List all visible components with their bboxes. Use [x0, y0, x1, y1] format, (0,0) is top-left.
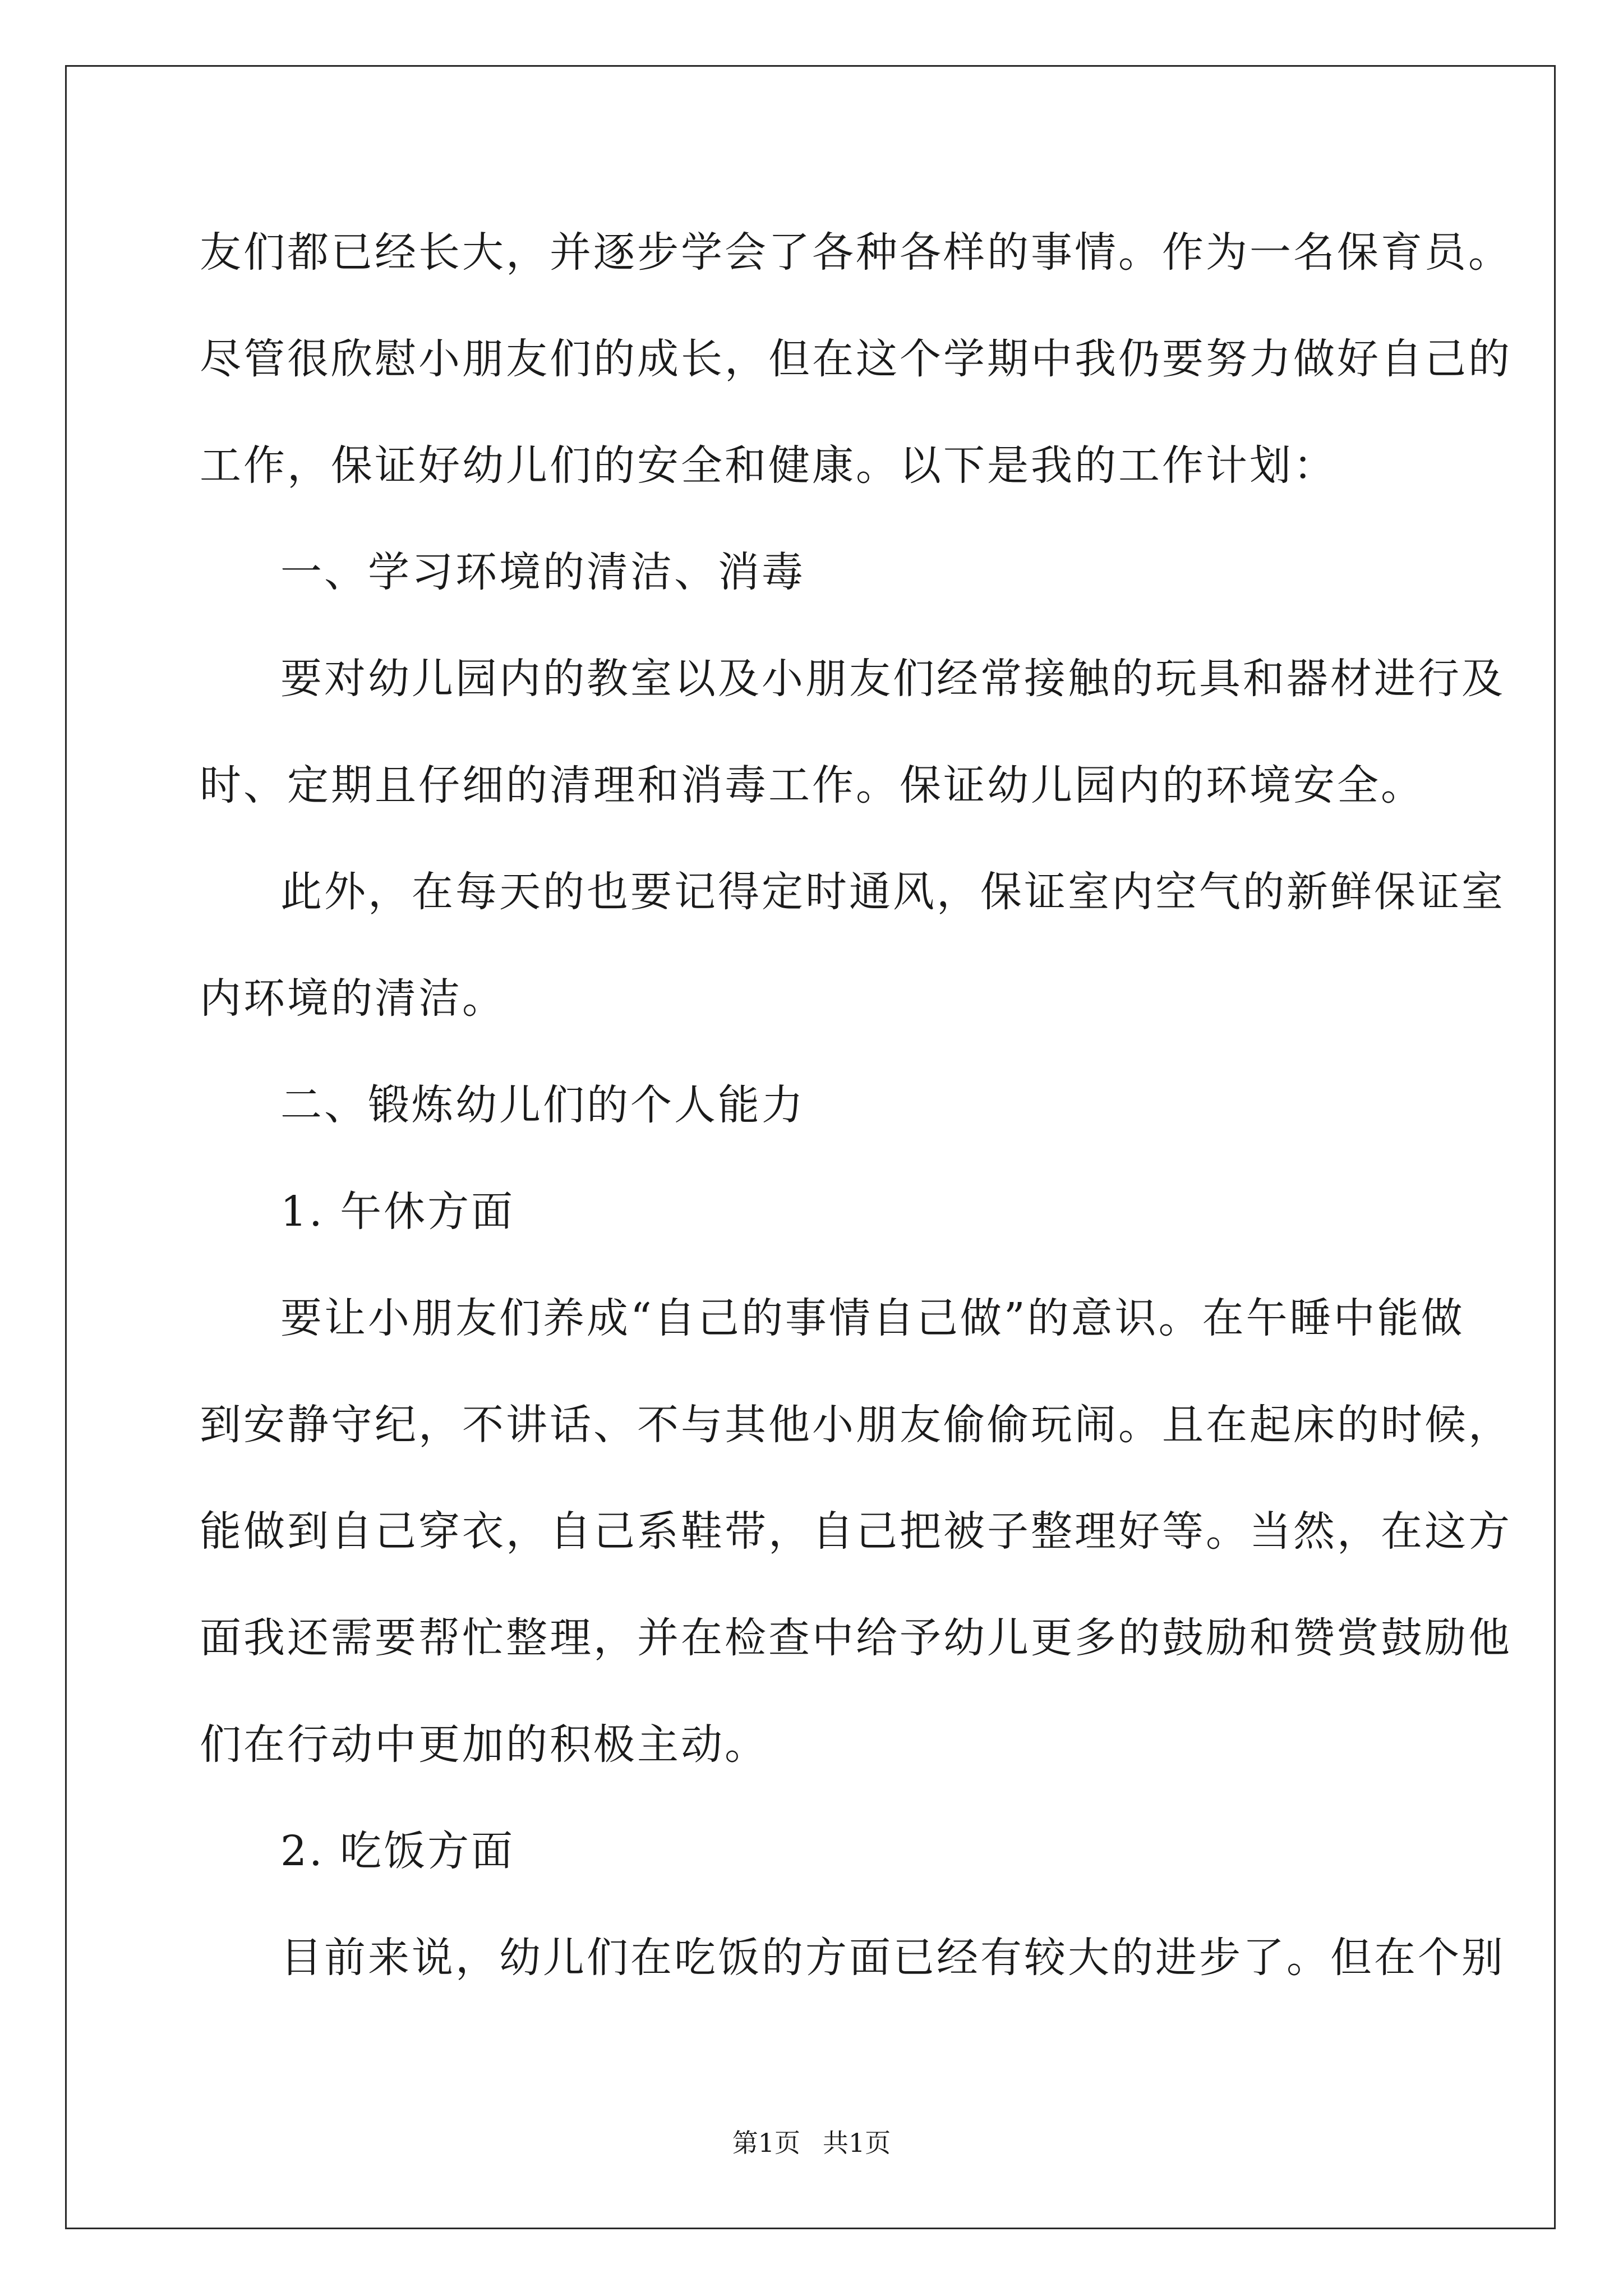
subsection-heading: 2. 吃饭方面: [280, 1827, 515, 1875]
page-border: [65, 65, 1556, 2229]
paragraph-line: 时、定期且仔细的清理和消毒工作。保证幼儿园内的环境安全。: [200, 761, 1424, 809]
paragraph-line: 尽管很欣慰小朋友们的成长，但在这个学期中我仍要努力做好自己的: [200, 335, 1512, 383]
paragraph-line: 此外，在每天的也要记得定时通风，保证室内空气的新鲜保证室: [280, 868, 1505, 916]
paragraph-line: 要对幼儿园内的教室以及小朋友们经常接触的玩具和器材进行及: [280, 655, 1505, 703]
paragraph-line: 们在行动中更加的积极主动。: [200, 1720, 768, 1769]
paragraph-line: 工作，保证好幼儿们的安全和健康。以下是我的工作计划：: [200, 441, 1337, 490]
paragraph-line: 目前来说，幼儿们在吃饭的方面已经有较大的进步了。但在个别: [280, 1934, 1505, 1982]
section-heading: 二、锻炼幼儿们的个人能力: [280, 1081, 805, 1129]
paragraph-line: 面我还需要帮忙整理，并在检查中给予幼儿更多的鼓励和赞赏鼓励他: [200, 1614, 1512, 1662]
page-footer: [0, 2126, 1623, 2160]
paragraph-line: 要让小朋友们养成“自己的事情自己做”的意识。在午睡中能做: [280, 1294, 1465, 1342]
page-number-total: 共1页: [823, 2128, 891, 2158]
subsection-heading: 1. 午休方面: [280, 1188, 515, 1236]
section-heading: 一、学习环境的清洁、消毒: [280, 548, 805, 596]
paragraph-line: 友们都已经长大，并逐步学会了各种各样的事情。作为一名保育员。: [200, 228, 1512, 277]
paragraph-line: 内环境的清洁。: [200, 974, 506, 1023]
paragraph-line: 能做到自己穿衣，自己系鞋带，自己把被子整理好等。当然，在这方: [200, 1507, 1512, 1556]
paragraph-line: 到安静守纪，不讲话、不与其他小朋友偷偷玩闹。且在起床的时候，: [200, 1401, 1512, 1449]
page-number-current: 第1页: [732, 2128, 800, 2158]
